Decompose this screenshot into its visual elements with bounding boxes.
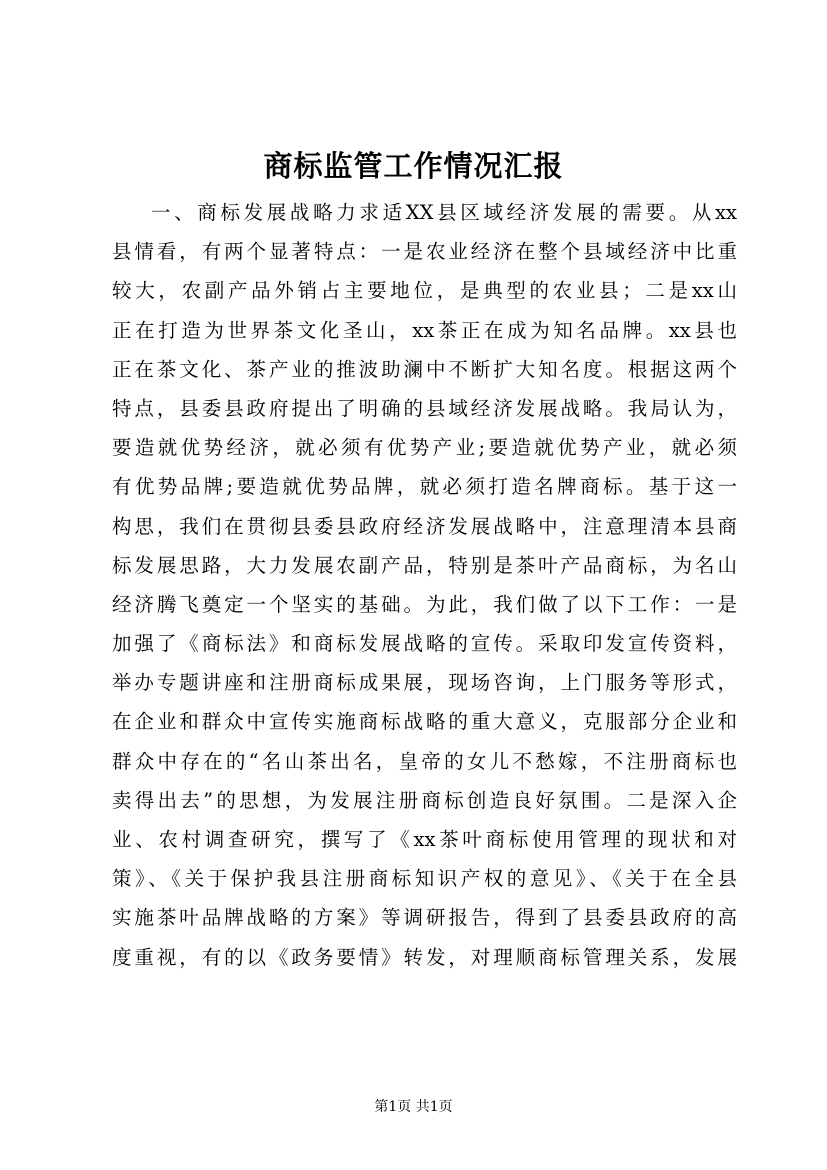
body-line: 度重视，有的以《政务要情》转发，对理顺商标管理关系，发展 bbox=[112, 945, 737, 969]
body-line: 群众中存在的“名山茶出名，皇帝的女儿不愁嫁，不注册商标也 bbox=[112, 749, 737, 773]
body-line: 构思，我们在贯彻县委县政府经济发展战略中，注意理清本县商 bbox=[112, 514, 737, 538]
page-footer: 第1页 共1页 bbox=[374, 1099, 453, 1115]
body-line: 举办专题讲座和注册商标成果展，现场咨询，上门服务等形式， bbox=[112, 671, 737, 695]
body-line: 较大，农副产品外销占主要地位，是典型的农业县；二是xx山 bbox=[112, 279, 737, 303]
body-line: 在企业和群众中宣传实施商标战略的重大意义，克服部分企业和 bbox=[112, 710, 737, 734]
body-line: 特点，县委县政府提出了明确的县域经济发展战略。我局认为， bbox=[112, 396, 737, 420]
body-line: 经济腾飞奠定一个坚实的基础。为此，我们做了以下工作：一是 bbox=[112, 592, 737, 616]
body-line: 策》、《关于保护我县注册商标知识产权的意见》、《关于在全县 bbox=[112, 867, 737, 891]
body-line: 标发展思路，大力发展农副产品，特别是茶叶产品商标，为名山 bbox=[112, 553, 737, 577]
body-line: 县情看，有两个显著特点：一是农业经济在整个县域经济中比重 bbox=[112, 240, 737, 264]
body-line: 有优势品牌;要造就优势品牌，就必须打造名牌商标。基于这一 bbox=[112, 475, 737, 499]
body-line: 业、农村调查研究，撰写了《xx茶叶商标使用管理的现状和对 bbox=[112, 828, 737, 851]
body-line: 一、商标发展战略力求适XX县区域经济发展的需要。从xx bbox=[151, 201, 737, 224]
body-line: 正在打造为世界茶文化圣山，xx茶正在成为知名品牌。xx县也 bbox=[112, 318, 737, 342]
document-body bbox=[112, 193, 737, 977]
document-title: 商标监管工作情况汇报 bbox=[263, 149, 564, 183]
body-line: 实施茶叶品牌战略的方案》等调研报告，得到了县委县政府的高 bbox=[112, 906, 737, 930]
body-line: 要造就优势经济，就必须有优势产业;要造就优势产业，就必须 bbox=[112, 436, 737, 460]
body-line: 正在茶文化、茶产业的推波助澜中不断扩大知名度。根据这两个 bbox=[112, 357, 737, 381]
body-line: 卖得出去”的思想，为发展注册商标创造良好氛围。二是深入企 bbox=[112, 788, 737, 812]
body-line: 加强了《商标法》和商标发展战略的宣传。采取印发宣传资料， bbox=[112, 632, 737, 656]
